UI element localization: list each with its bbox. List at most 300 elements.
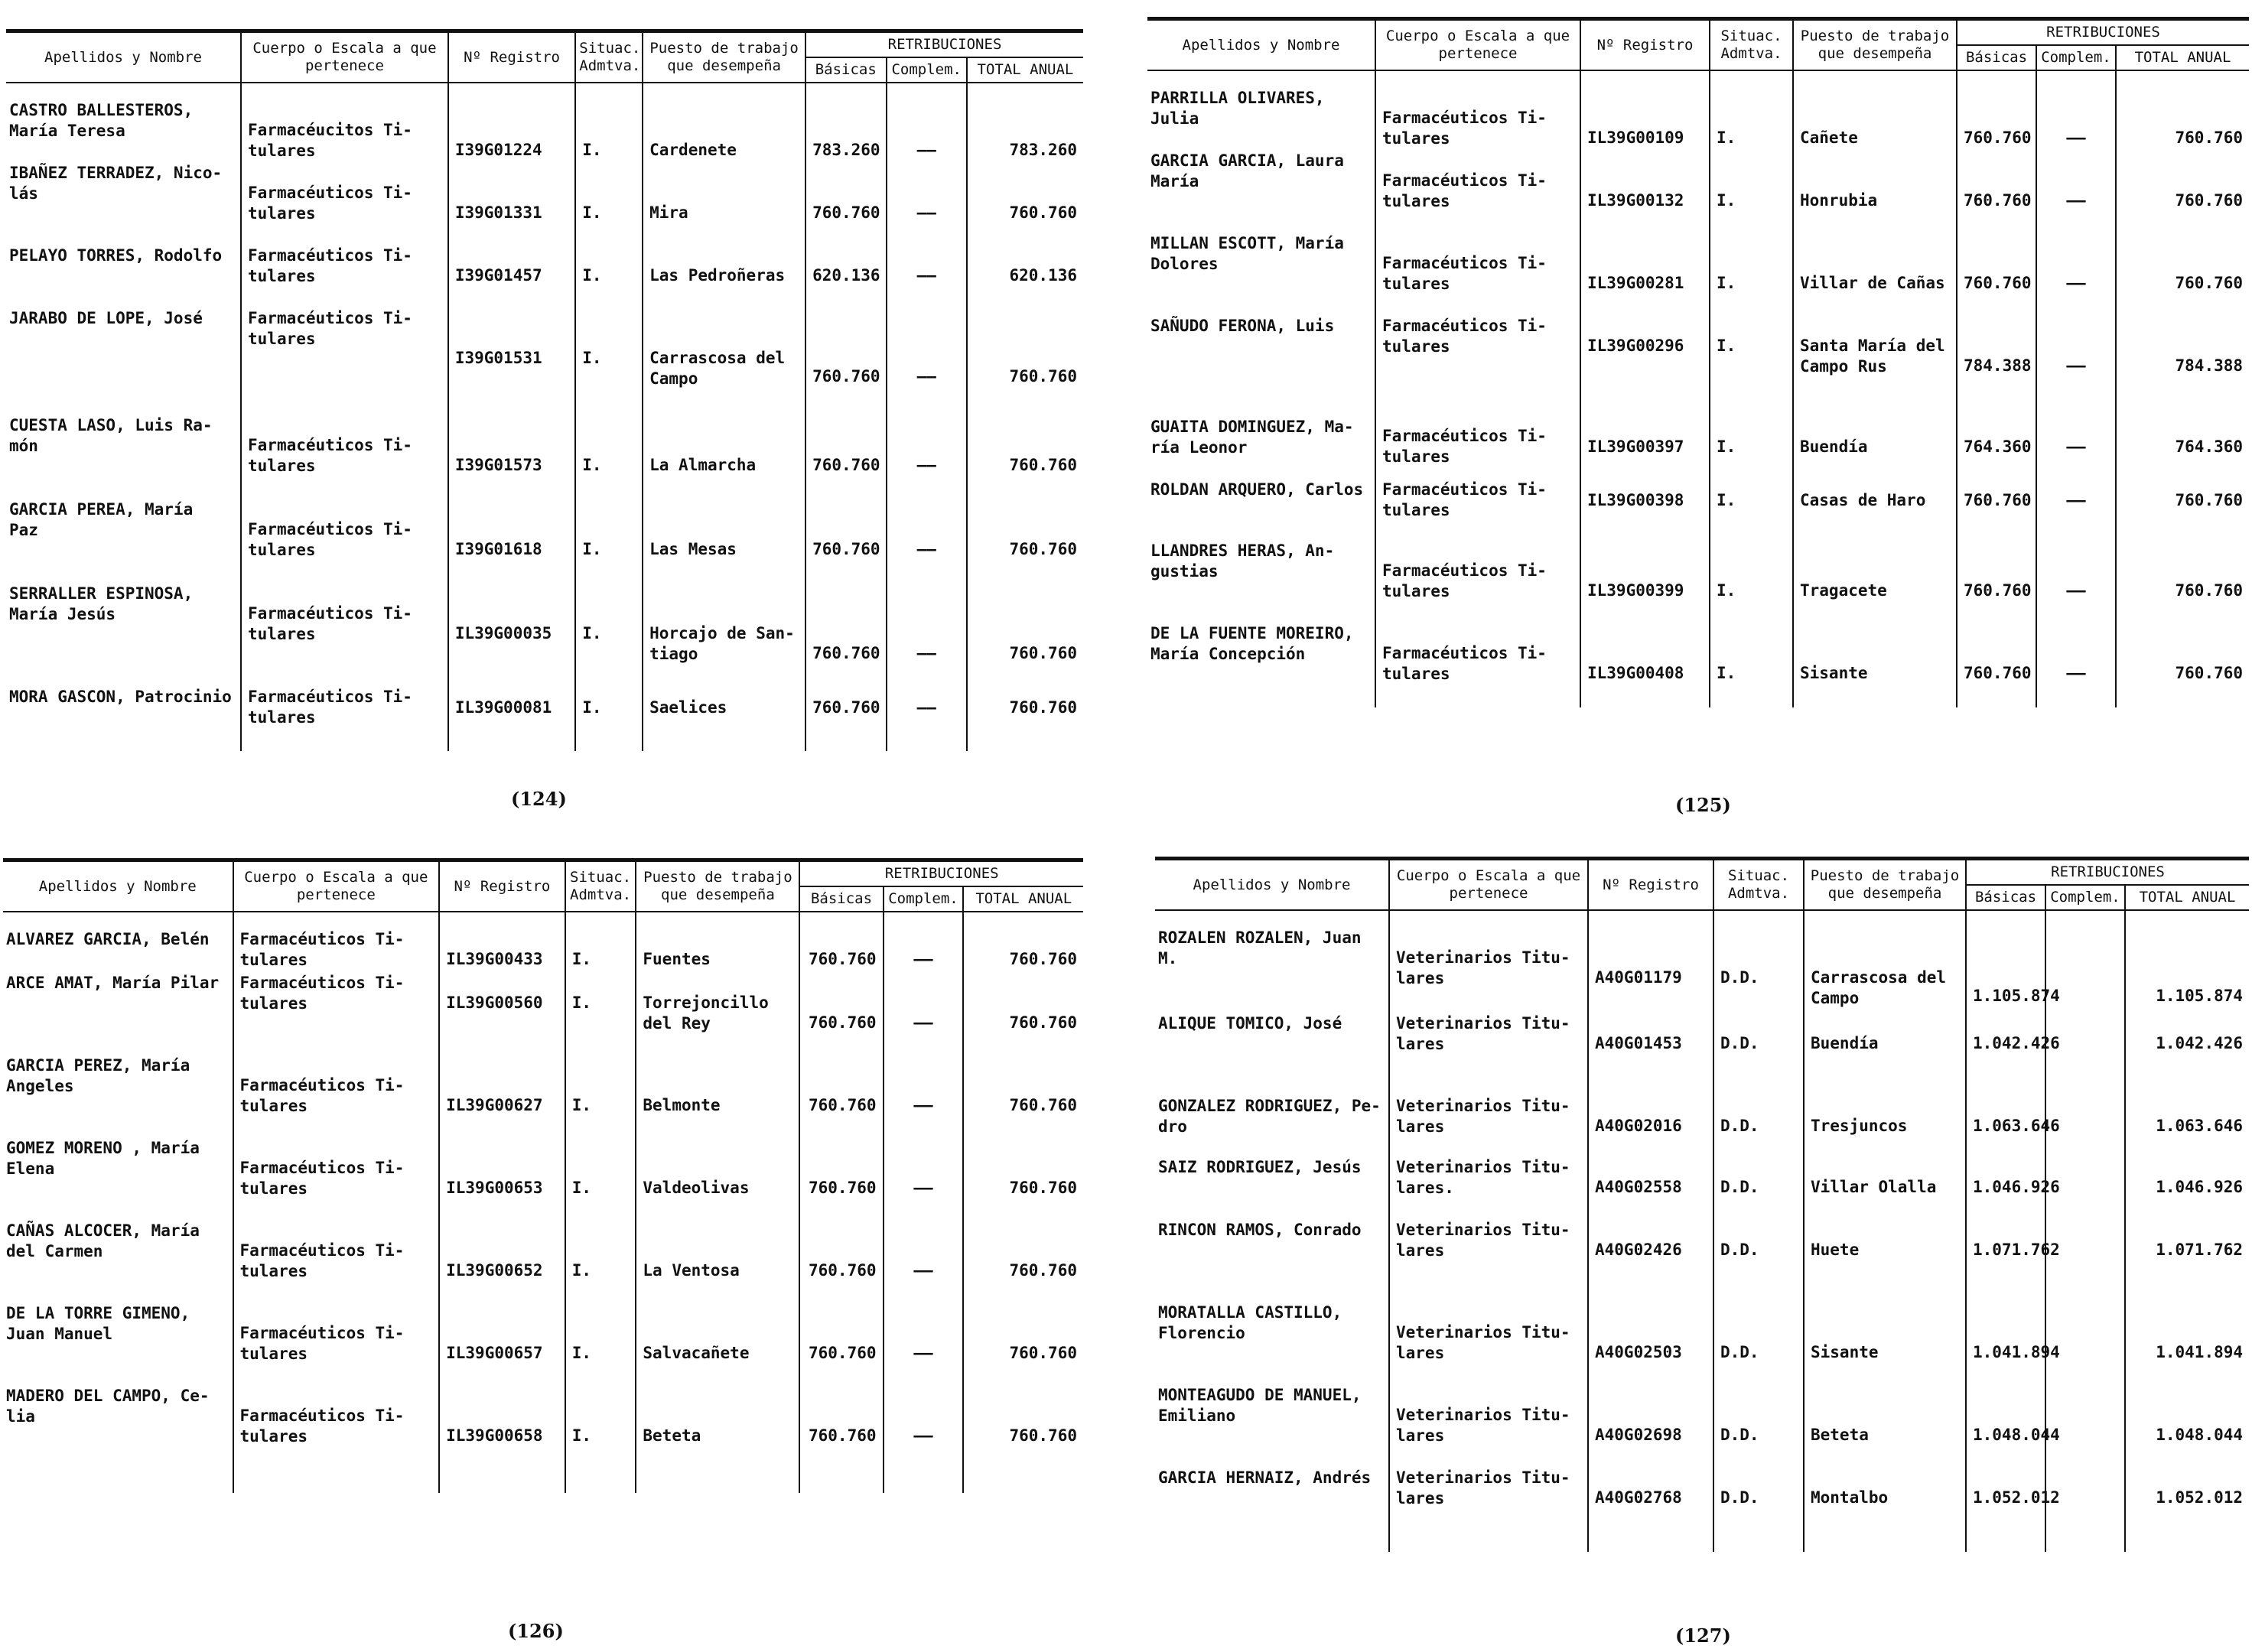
- cell-nombre: GARCIA PEREZ, María Angeles: [6, 1056, 190, 1095]
- registro-text: IL39G00653: [446, 1179, 543, 1197]
- complem-text: ——: [913, 1426, 933, 1445]
- cuerpo-text: Farmacéuticos Ti- tulares: [248, 309, 412, 348]
- cell-nombre: SERRALLER ESPINOSA, María Jesús: [9, 584, 194, 623]
- cell-total: [2116, 417, 2249, 480]
- cuerpo-text: Farmacéuticos Ti- tulares: [248, 436, 412, 475]
- cell-registro: [439, 1138, 565, 1221]
- cell-cuerpo: [233, 1221, 440, 1303]
- cell-basicas: [799, 912, 883, 973]
- cell-puesto: [643, 308, 805, 415]
- basicas-text: 1.071.762: [1973, 1241, 2060, 1259]
- situac-text: I.: [582, 349, 602, 367]
- cell-situac: [575, 246, 643, 308]
- puesto-text: Las Pedroñeras: [649, 266, 786, 285]
- registro-text: A40G02503: [1595, 1343, 1682, 1361]
- complem-text: ——: [2066, 128, 2086, 147]
- header-puesto: Puesto de trabajo que desempeña: [1804, 859, 1966, 911]
- cell-total: [963, 1221, 1083, 1303]
- cell-complem: [887, 246, 967, 308]
- cell-situac: [1710, 623, 1793, 707]
- puesto-text: Villar de Cañas: [1800, 274, 1945, 292]
- cell-puesto: [1804, 1220, 1966, 1302]
- basicas-text: 760.760: [812, 367, 880, 385]
- header-row: [3, 860, 1083, 887]
- table-row: [1155, 1220, 2249, 1302]
- cell-cuerpo: [233, 912, 440, 973]
- cell-situac: [1710, 70, 1793, 151]
- cell-situac: [575, 415, 643, 499]
- cuerpo-text: Farmacéuticos Ti- tulares: [248, 520, 412, 559]
- registro-text: A40G02768: [1595, 1488, 1682, 1507]
- cell-nombre: PELAYO TORRES, Rodolfo: [9, 246, 223, 265]
- cell-complem: [884, 1055, 964, 1138]
- complem-text: ——: [916, 456, 936, 474]
- cuerpo-text: Farmacéuticos Ti- tulares: [248, 688, 412, 727]
- registro-text: I39G01531: [454, 349, 542, 367]
- registro-text: I39G01573: [454, 456, 542, 474]
- puesto-text: La Ventosa: [643, 1261, 740, 1280]
- situac-text: D.D.: [1720, 968, 1759, 987]
- total-text: 783.260: [1009, 141, 1077, 159]
- cell-nombre: PARRILLA OLIVARES, Julia: [1150, 89, 1325, 128]
- situac-text: D.D.: [1720, 1034, 1759, 1052]
- cell-cuerpo: [233, 1386, 440, 1493]
- cell-puesto: [1793, 316, 1957, 417]
- cell-basicas: [799, 1221, 883, 1303]
- cell-registro: [1588, 1157, 1713, 1220]
- cell-basicas: [1957, 233, 2036, 316]
- table-row: [1147, 417, 2249, 480]
- cell-basicas: [1957, 541, 2036, 623]
- staff-table-125: [1147, 17, 2249, 707]
- header-cuerpo: Cuerpo o Escala a que pertenece: [233, 860, 440, 912]
- puesto-text: Cañete: [1800, 128, 1858, 147]
- cell-nombre: GARCIA PEREA, María Paz: [9, 500, 194, 539]
- cell-basicas: [799, 1055, 883, 1138]
- puesto-text: Torrejoncillo del Rey: [643, 993, 769, 1032]
- complem-text: ——: [916, 540, 936, 558]
- puesto-text: Buendía: [1811, 1034, 1879, 1052]
- cell-basicas: [1957, 623, 2036, 707]
- header-situac: Situac. Admtva.: [1713, 859, 1804, 911]
- situac-text: I.: [571, 1261, 592, 1280]
- cell-puesto: [636, 1221, 799, 1303]
- basicas-text: 620.136: [812, 266, 880, 285]
- cell-puesto: [643, 584, 805, 687]
- header-basicas: Básicas: [799, 886, 883, 912]
- cuerpo-text: Farmacéuticos Ti- tulares: [1382, 644, 1547, 683]
- basicas-text: 760.760: [812, 456, 880, 474]
- cuerpo-text: Farmacéuticos Ti- tulares: [1382, 561, 1547, 600]
- cell-registro: [448, 687, 575, 751]
- puesto-text: Fuentes: [643, 950, 711, 968]
- cell-cuerpo: [233, 1055, 440, 1138]
- table-row: [1147, 151, 2249, 233]
- cell-nombre: CUESTA LASO, Luis Ra- món: [9, 416, 213, 455]
- cell-basicas: [805, 246, 886, 308]
- header-row: [1147, 19, 2249, 46]
- cell-situac: [575, 308, 643, 415]
- cell-cuerpo: [233, 1138, 440, 1221]
- cell-complem: [2036, 623, 2116, 707]
- cell-cuerpo: [1389, 1302, 1588, 1385]
- header-nombre: Apellidos y Nombre: [3, 860, 233, 912]
- cell-puesto: [1793, 233, 1957, 316]
- situac-text: I.: [1717, 274, 1736, 292]
- cell-puesto: [1804, 1013, 1966, 1096]
- cuerpo-text: Farmacéuticos Ti- tulares: [239, 1076, 405, 1115]
- cell-total: [2125, 1385, 2249, 1468]
- cell-puesto: [636, 1055, 799, 1138]
- cell-registro: [448, 83, 575, 163]
- cell-puesto: [643, 246, 805, 308]
- basicas-text: 760.760: [809, 1013, 877, 1032]
- table-row: [6, 246, 1083, 308]
- cell-registro: [439, 1221, 565, 1303]
- cell-complem: [2036, 70, 2116, 151]
- table-row: [6, 308, 1083, 415]
- cell-situac: [565, 1386, 636, 1493]
- situac-text: I.: [582, 203, 602, 222]
- puesto-text: Cardenete: [649, 141, 737, 159]
- registro-text: A40G02426: [1595, 1241, 1682, 1259]
- cuerpo-text: Veterinarios Titu- lares: [1396, 1406, 1570, 1445]
- cell-nombre: GARCIA HERNAIZ, Andrés: [1158, 1468, 1372, 1487]
- cell-total: [2125, 1220, 2249, 1302]
- table-row: [3, 1138, 1083, 1221]
- cell-situac: [1713, 1302, 1804, 1385]
- cell-situac: [1713, 910, 1804, 1013]
- cell-nombre: MONTEAGUDO DE MANUEL, Emiliano: [1158, 1386, 1362, 1425]
- registro-text: IL39G00627: [446, 1096, 543, 1114]
- puesto-text: Carrascosa del Campo: [1811, 968, 1947, 1007]
- cuerpo-text: Farmacéuticos Ti- tulares: [239, 1324, 405, 1363]
- total-text: 1.071.762: [2156, 1241, 2244, 1259]
- header-situac: Situac. Admtva.: [1710, 19, 1793, 71]
- basicas-text: 1.052.012: [1973, 1488, 2060, 1507]
- cell-total: [963, 1138, 1083, 1221]
- cell-total: [2116, 316, 2249, 417]
- cell-registro: [448, 499, 575, 584]
- cell-basicas: [805, 499, 886, 584]
- situac-text: I.: [1717, 191, 1736, 210]
- table-row: [1147, 623, 2249, 707]
- cell-cuerpo: [241, 246, 448, 308]
- cell-puesto: [1804, 1385, 1966, 1468]
- cuerpo-text: Farmacéuticos Ti- tulares: [1382, 254, 1547, 293]
- cell-cuerpo: [1389, 910, 1588, 1013]
- basicas-text: 760.760: [812, 540, 880, 558]
- cell-registro: [439, 1055, 565, 1138]
- cell-basicas: [799, 1303, 883, 1386]
- cell-total: [963, 1386, 1083, 1493]
- cell-basicas: [805, 308, 886, 415]
- total-text: 620.136: [1009, 266, 1077, 285]
- cuerpo-text: Veterinarios Titu- lares: [1396, 948, 1570, 987]
- complem-text: ——: [913, 1179, 933, 1197]
- total-text: 760.760: [2175, 664, 2244, 682]
- puesto-text: Casas de Haro: [1800, 491, 1926, 509]
- complem-text: ——: [2066, 274, 2086, 292]
- cell-puesto: [1804, 910, 1966, 1013]
- cell-situac: [565, 912, 636, 973]
- cuerpo-text: Farmacéucitos Ti- tulares: [248, 121, 412, 160]
- cell-complem: [887, 584, 967, 687]
- cell-basicas: [1957, 417, 2036, 480]
- puesto-text: Tragacete: [1800, 581, 1887, 600]
- cell-registro: [1580, 70, 1710, 151]
- cell-puesto: [1793, 480, 1957, 541]
- cell-nombre: ROZALEN ROZALEN, Juan M.: [1158, 928, 1362, 967]
- cell-total: [2125, 1157, 2249, 1220]
- header-puesto: Puesto de trabajo que desempeña: [643, 31, 805, 83]
- cell-total: [967, 584, 1083, 687]
- registro-text: A40G02558: [1595, 1178, 1682, 1196]
- cell-puesto: [636, 1138, 799, 1221]
- header-complem: Complem.: [2036, 45, 2116, 70]
- cuerpo-text: Farmacéuticos Ti- tulares: [239, 1406, 405, 1446]
- header-total: TOTAL ANUAL: [2125, 885, 2249, 910]
- cell-cuerpo: [241, 499, 448, 584]
- puesto-text: Montalbo: [1811, 1488, 1889, 1507]
- page-127: [1155, 857, 2249, 1552]
- cell-puesto: [636, 1386, 799, 1493]
- puesto-text: Huete: [1811, 1241, 1860, 1259]
- puesto-text: Mira: [649, 203, 688, 222]
- situac-text: I.: [571, 950, 592, 968]
- cell-situac: [1710, 417, 1793, 480]
- cell-puesto: [1793, 151, 1957, 233]
- puesto-text: Salvacañete: [643, 1344, 750, 1362]
- cell-nombre: GUAITA DOMINGUEZ, Ma- ría Leonor: [1150, 418, 1354, 457]
- situac-text: I.: [571, 1426, 592, 1445]
- cell-basicas: [799, 1386, 883, 1493]
- cell-nombre: LLANDRES HERAS, An- gustias: [1150, 541, 1335, 580]
- puesto-text: Villar Olalla: [1811, 1178, 1937, 1196]
- cell-basicas: [1966, 1013, 2060, 1096]
- cell-situac: [1713, 1096, 1804, 1157]
- registro-text: I39G01224: [454, 141, 542, 159]
- cell-registro: [1588, 910, 1713, 1013]
- total-text: 1.052.012: [2156, 1488, 2244, 1507]
- cell-nombre: CAÑAS ALCOCER, María del Carmen: [6, 1221, 200, 1260]
- table-row: [3, 1386, 1083, 1493]
- cuerpo-text: Veterinarios Titu- lares: [1396, 1097, 1570, 1136]
- registro-text: I39G01331: [454, 203, 542, 222]
- cell-puesto: [1793, 70, 1957, 151]
- cell-cuerpo: [241, 584, 448, 687]
- cuerpo-text: Farmacéuticos Ti- tulares: [239, 930, 405, 969]
- cell-registro: [1580, 417, 1710, 480]
- cell-complem: [884, 1386, 964, 1493]
- header-nombre: Apellidos y Nombre: [1155, 859, 1389, 911]
- basicas-text: 1.063.646: [1973, 1117, 2060, 1135]
- cell-basicas: [1957, 316, 2036, 417]
- complem-text: ——: [916, 644, 936, 662]
- header-total: TOTAL ANUAL: [967, 57, 1083, 83]
- cell-registro: [1580, 541, 1710, 623]
- cell-puesto: [1793, 623, 1957, 707]
- registro-text: IL39G00433: [446, 950, 543, 968]
- total-text: 760.760: [1009, 203, 1077, 222]
- cuerpo-text: Farmacéuticos Ti- tulares: [1382, 317, 1547, 356]
- cell-complem: [884, 912, 964, 973]
- total-text: 1.041.894: [2156, 1343, 2244, 1361]
- table-row: [1155, 1096, 2249, 1157]
- total-text: 760.760: [1009, 1261, 1077, 1280]
- cell-basicas: [1966, 1385, 2060, 1468]
- registro-text: A40G02698: [1595, 1426, 1682, 1444]
- cell-complem: [884, 1303, 964, 1386]
- situac-text: D.D.: [1720, 1488, 1759, 1507]
- situac-text: I.: [582, 624, 602, 642]
- cell-basicas: [805, 687, 886, 751]
- situac-text: I.: [582, 456, 602, 474]
- basicas-text: 760.760: [812, 203, 880, 222]
- cell-registro: [439, 912, 565, 973]
- cell-basicas: [805, 415, 886, 499]
- cell-basicas: [799, 1138, 883, 1221]
- cell-puesto: [643, 499, 805, 584]
- situac-text: I.: [571, 993, 592, 1012]
- basicas-text: 760.760: [809, 1179, 877, 1197]
- table-row: [3, 1055, 1083, 1138]
- page-126: [3, 858, 1083, 1493]
- cell-nombre: MORA GASCON, Patrocinio: [9, 688, 232, 706]
- total-text: 760.760: [2175, 274, 2244, 292]
- puesto-text: Tresjuncos: [1811, 1117, 1908, 1135]
- table-row: [6, 415, 1083, 499]
- cell-nombre: SAÑUDO FERONA, Luis: [1150, 317, 1335, 335]
- cell-puesto: [1804, 1468, 1966, 1552]
- cell-puesto: [1793, 541, 1957, 623]
- cell-basicas: [1966, 1157, 2060, 1220]
- cell-situac: [575, 499, 643, 584]
- basicas-text: 1.042.426: [1973, 1034, 2060, 1052]
- total-text: 760.760: [1009, 950, 1077, 968]
- table-row: [6, 83, 1083, 163]
- registro-text: IL39G00652: [446, 1261, 543, 1280]
- cuerpo-text: Veterinarios Titu- lares: [1396, 1221, 1570, 1260]
- cell-complem: [2045, 1468, 2125, 1552]
- cell-cuerpo: [1375, 623, 1580, 707]
- cuerpo-text: Farmacéuticos Ti- tulares: [1382, 109, 1547, 148]
- cell-registro: [439, 1303, 565, 1386]
- situac-text: I.: [1717, 337, 1736, 355]
- cell-cuerpo: [1375, 70, 1580, 151]
- header-nombre: Apellidos y Nombre: [6, 31, 241, 83]
- header-basicas: Básicas: [805, 57, 886, 83]
- header-complem: Complem.: [887, 57, 967, 83]
- table-row: [1155, 1468, 2249, 1552]
- registro-text: A40G01453: [1595, 1034, 1682, 1052]
- cell-nombre: MORATALLA CASTILLO, Florencio: [1158, 1303, 1342, 1342]
- cell-cuerpo: [1389, 1096, 1588, 1157]
- situac-text: I.: [582, 266, 602, 285]
- header-registro: Nº Registro: [448, 31, 575, 83]
- cell-puesto: [643, 415, 805, 499]
- cell-puesto: [1804, 1157, 1966, 1220]
- cell-nombre: IBAÑEZ TERRADEZ, Nico- lás: [9, 164, 223, 203]
- situac-text: D.D.: [1720, 1343, 1759, 1361]
- cell-situac: [565, 1303, 636, 1386]
- header-complem: Complem.: [2045, 885, 2125, 910]
- registro-text: IL39G00658: [446, 1426, 543, 1445]
- cell-situac: [1710, 316, 1793, 417]
- header-puesto: Puesto de trabajo que desempeña: [1793, 19, 1957, 71]
- cell-registro: [1580, 480, 1710, 541]
- header-complem: Complem.: [884, 886, 964, 912]
- cell-cuerpo: [233, 1303, 440, 1386]
- cell-total: [2125, 1096, 2249, 1157]
- complem-text: ——: [2066, 356, 2086, 375]
- cell-cuerpo: [1389, 1385, 1588, 1468]
- header-total: TOTAL ANUAL: [963, 886, 1083, 912]
- cell-registro: [448, 246, 575, 308]
- table-row: [1147, 541, 2249, 623]
- cell-registro: [1588, 1468, 1713, 1552]
- cell-total: [2116, 541, 2249, 623]
- header-cuerpo: Cuerpo o Escala a que pertenece: [1389, 859, 1588, 911]
- situac-text: I.: [1717, 664, 1736, 682]
- total-text: 1.042.426: [2156, 1034, 2244, 1052]
- page-number: (125): [1675, 794, 1731, 816]
- cell-puesto: [636, 973, 799, 1055]
- cell-nombre: MILLAN ESCOTT, María Dolores: [1150, 234, 1344, 273]
- table-row: [6, 499, 1083, 584]
- table-row: [3, 973, 1083, 1055]
- cell-cuerpo: [241, 308, 448, 415]
- header-basicas: Básicas: [1966, 885, 2045, 910]
- cell-situac: [1713, 1013, 1804, 1096]
- cell-cuerpo: [1389, 1468, 1588, 1552]
- cell-basicas: [1966, 1302, 2060, 1385]
- cell-situac: [575, 584, 643, 687]
- cell-total: [963, 1055, 1083, 1138]
- situac-text: I.: [582, 698, 602, 717]
- cell-total: [2116, 480, 2249, 541]
- page-number: (126): [508, 1620, 564, 1642]
- cell-total: [2125, 1468, 2249, 1552]
- puesto-text: Beteta: [1811, 1426, 1869, 1444]
- table-row: [1147, 316, 2249, 417]
- complem-text: ——: [2066, 437, 2086, 456]
- cell-registro: [448, 163, 575, 246]
- header-situac: Situac. Admtva.: [565, 860, 636, 912]
- cell-basicas: [805, 83, 886, 163]
- header-registro: Nº Registro: [1588, 859, 1713, 911]
- staff-table-127: [1155, 857, 2249, 1552]
- puesto-text: Honrubia: [1800, 191, 1878, 210]
- cell-registro: [1588, 1220, 1713, 1302]
- cell-basicas: [805, 163, 886, 246]
- page-124: [6, 29, 1083, 751]
- cell-complem: [884, 1138, 964, 1221]
- total-text: 760.760: [2175, 128, 2244, 147]
- complem-text: ——: [916, 266, 936, 285]
- total-text: 1.048.044: [2156, 1426, 2244, 1444]
- cell-total: [2116, 233, 2249, 316]
- situac-text: I.: [582, 540, 602, 558]
- cell-nombre: GARCIA GARCIA, Laura María: [1150, 151, 1344, 190]
- registro-text: IL39G00397: [1587, 437, 1684, 456]
- puesto-text: La Almarcha: [649, 456, 757, 474]
- registro-text: IL39G00109: [1587, 128, 1684, 147]
- cell-registro: [448, 415, 575, 499]
- cell-total: [2116, 151, 2249, 233]
- cell-cuerpo: [241, 415, 448, 499]
- cuerpo-text: Farmacéuticos Ti- tulares: [1382, 427, 1547, 466]
